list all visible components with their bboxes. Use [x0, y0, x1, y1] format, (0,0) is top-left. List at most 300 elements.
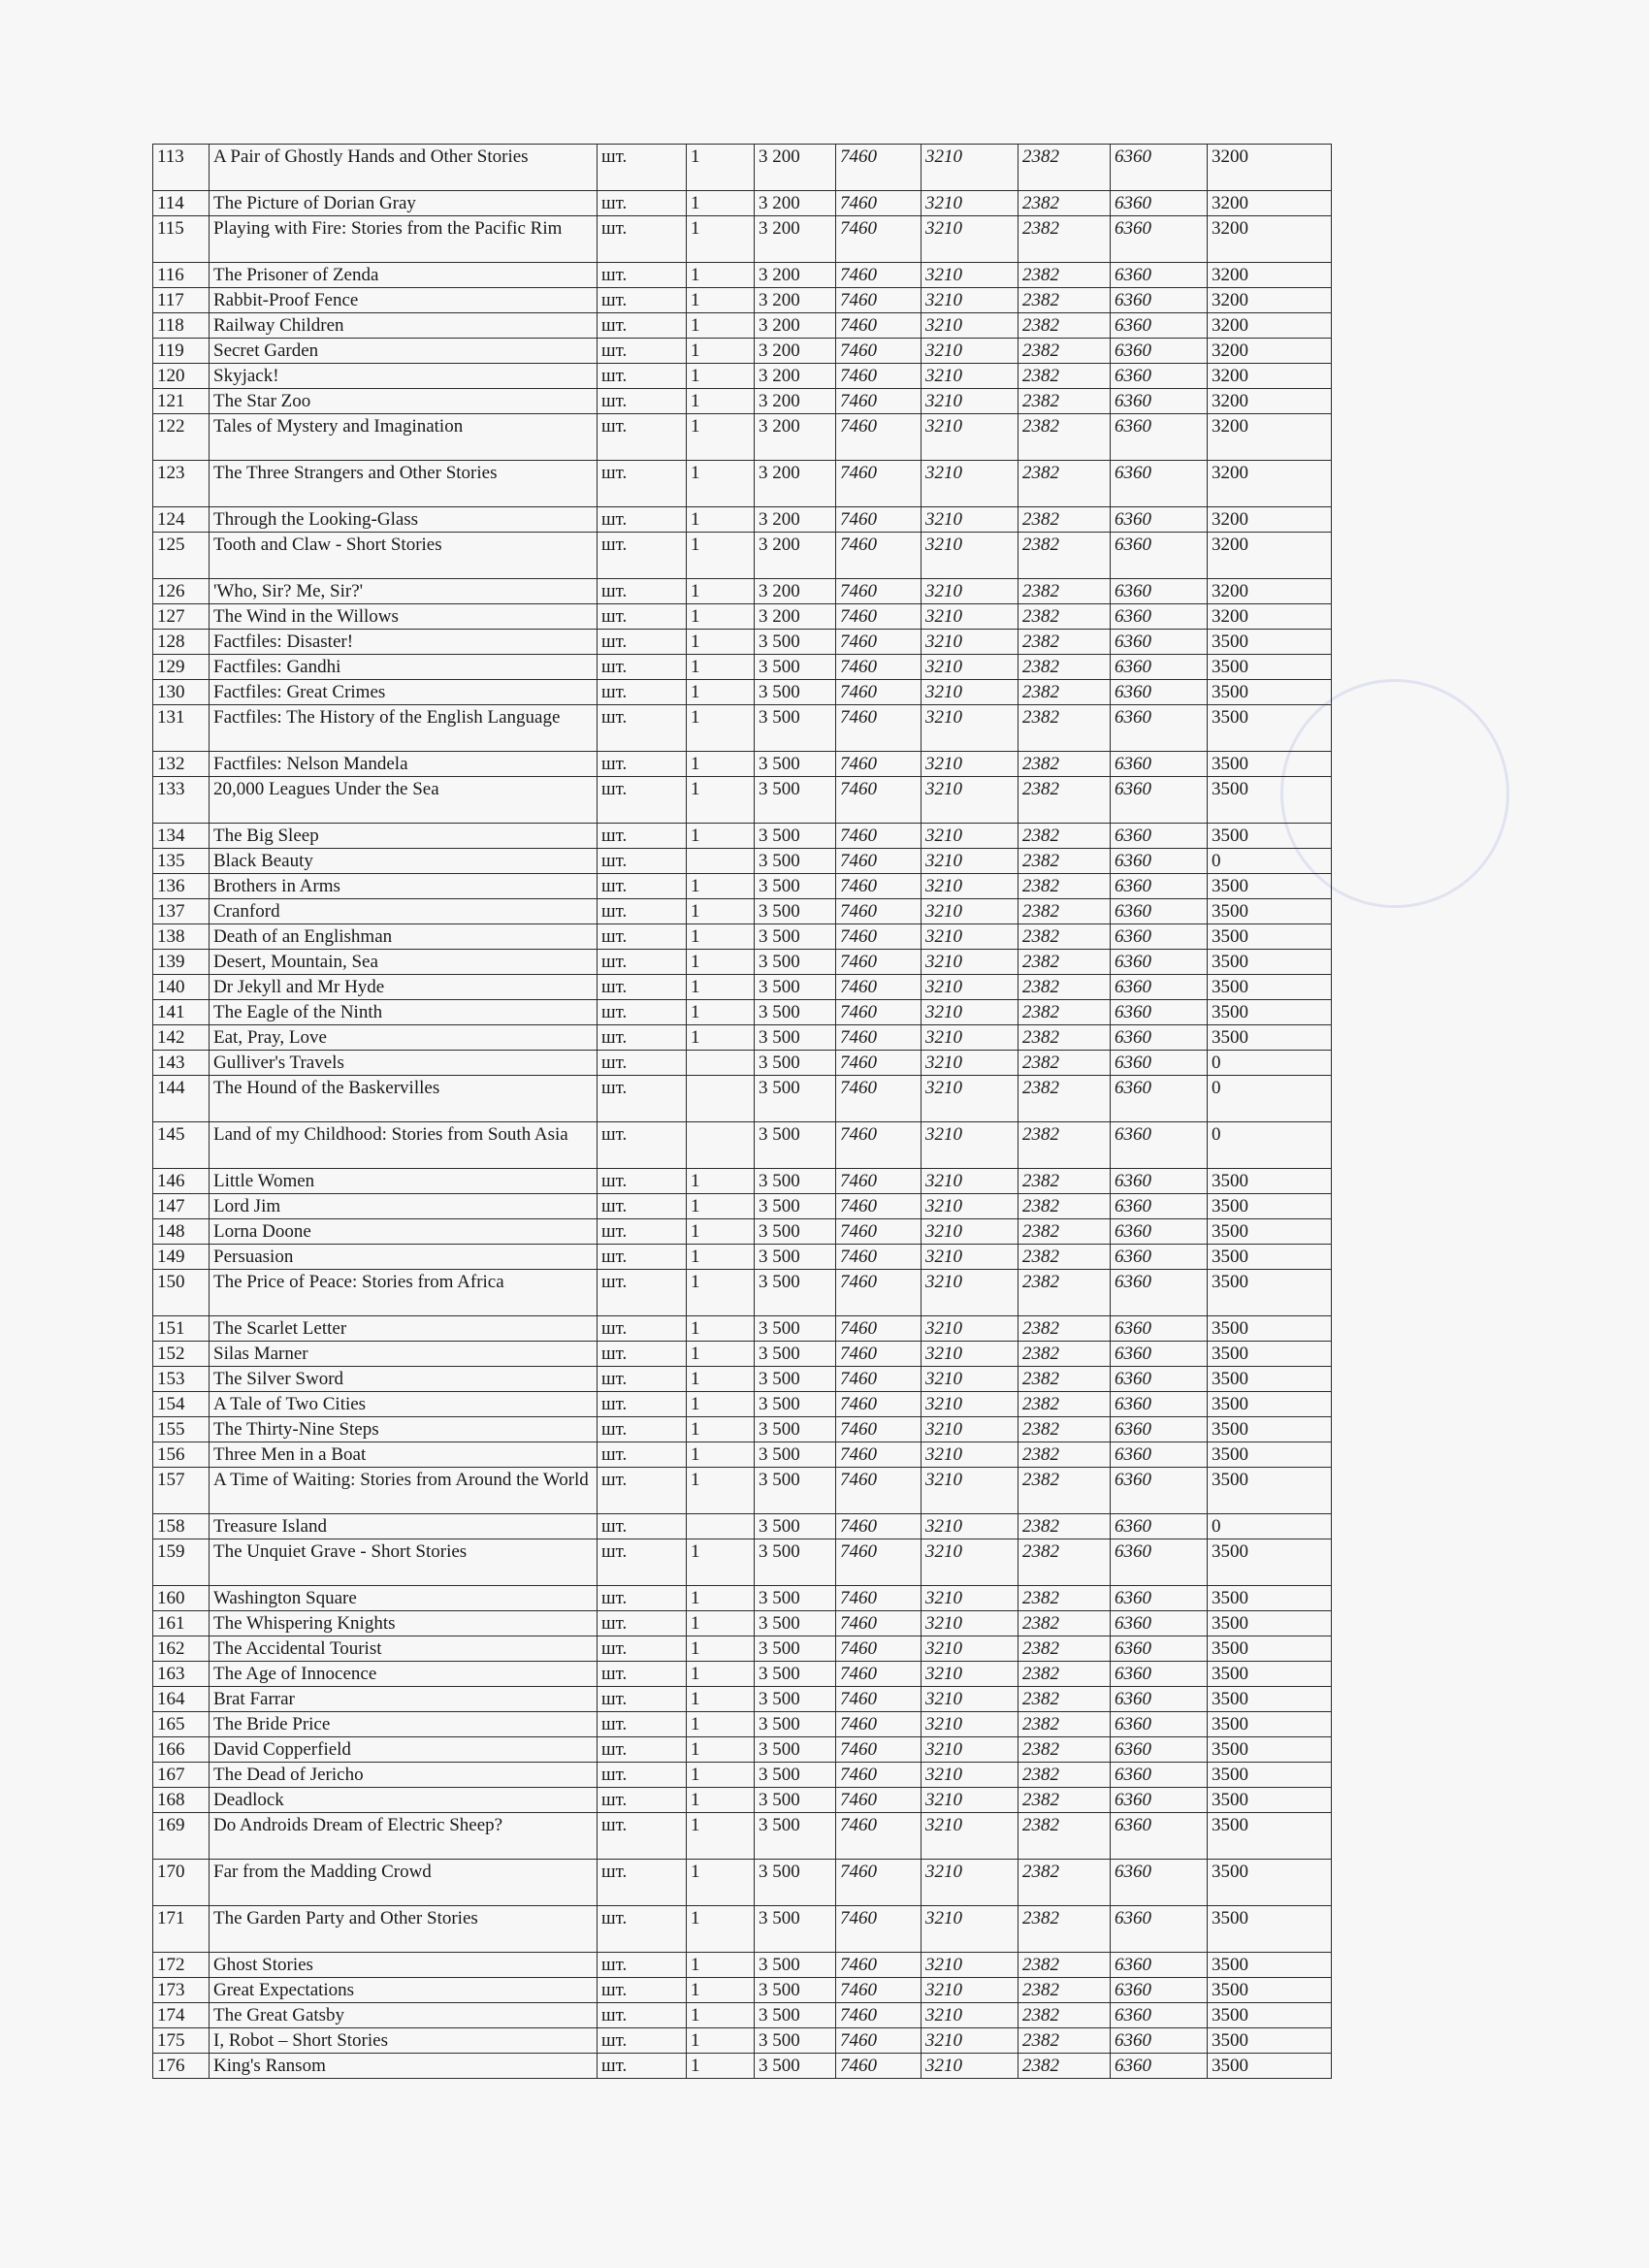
value-col-1: 7460 — [836, 604, 922, 630]
row-number: 162 — [153, 1636, 210, 1662]
value-col-2: 3210 — [922, 1000, 1018, 1025]
quantity-cell: 1 — [687, 1219, 755, 1245]
price-cell: 3 500 — [755, 777, 836, 824]
table-row — [153, 1662, 1332, 1687]
value-col-4: 6360 — [1111, 1219, 1208, 1245]
price-cell: 3 200 — [755, 145, 836, 191]
value-col-3: 2382 — [1018, 263, 1111, 288]
total-cell: 3500 — [1208, 2054, 1332, 2079]
row-number: 149 — [153, 1245, 210, 1270]
book-title: The Prisoner of Zenda — [210, 263, 598, 288]
book-title: The Scarlet Letter — [210, 1316, 598, 1342]
row-number: 164 — [153, 1687, 210, 1712]
quantity-cell: 1 — [687, 461, 755, 507]
price-cell: 3 200 — [755, 533, 836, 579]
row-number: 124 — [153, 507, 210, 533]
row-number: 170 — [153, 1860, 210, 1906]
value-col-4: 6360 — [1111, 216, 1208, 263]
table-row — [153, 288, 1332, 313]
value-col-1: 7460 — [836, 288, 922, 313]
price-cell: 3 200 — [755, 288, 836, 313]
price-cell: 3 500 — [755, 1611, 836, 1636]
quantity-cell: 1 — [687, 1813, 755, 1860]
unit-cell: шт. — [598, 1219, 687, 1245]
row-number: 130 — [153, 680, 210, 705]
price-cell: 3 200 — [755, 507, 836, 533]
value-col-4: 6360 — [1111, 364, 1208, 389]
row-number: 127 — [153, 604, 210, 630]
value-col-1: 7460 — [836, 1662, 922, 1687]
value-col-3: 2382 — [1018, 1737, 1111, 1763]
row-number: 123 — [153, 461, 210, 507]
value-col-3: 2382 — [1018, 414, 1111, 461]
value-col-3: 2382 — [1018, 777, 1111, 824]
value-col-2: 3210 — [922, 975, 1018, 1000]
row-number: 152 — [153, 1342, 210, 1367]
value-col-3: 2382 — [1018, 1611, 1111, 1636]
price-cell: 3 500 — [755, 849, 836, 874]
total-cell: 3500 — [1208, 1611, 1332, 1636]
value-col-2: 3210 — [922, 339, 1018, 364]
value-col-4: 6360 — [1111, 849, 1208, 874]
value-col-2: 3210 — [922, 191, 1018, 216]
value-col-1: 7460 — [836, 145, 922, 191]
total-cell: 3200 — [1208, 313, 1332, 339]
value-col-4: 6360 — [1111, 389, 1208, 414]
quantity-cell: 1 — [687, 705, 755, 752]
table-row — [153, 339, 1332, 364]
unit-cell: шт. — [598, 655, 687, 680]
price-cell: 3 500 — [755, 1712, 836, 1737]
value-col-1: 7460 — [836, 1316, 922, 1342]
row-number: 158 — [153, 1514, 210, 1539]
row-number: 146 — [153, 1169, 210, 1194]
quantity-cell: 1 — [687, 680, 755, 705]
total-cell: 3500 — [1208, 1417, 1332, 1442]
value-col-1: 7460 — [836, 1025, 922, 1051]
book-title: King's Ransom — [210, 2054, 598, 2079]
unit-cell: шт. — [598, 752, 687, 777]
table-row — [153, 313, 1332, 339]
book-title: Secret Garden — [210, 339, 598, 364]
row-number: 154 — [153, 1392, 210, 1417]
value-col-1: 7460 — [836, 1194, 922, 1219]
total-cell: 3500 — [1208, 1687, 1332, 1712]
value-col-3: 2382 — [1018, 1392, 1111, 1417]
price-cell: 3 500 — [755, 1392, 836, 1417]
value-col-4: 6360 — [1111, 1687, 1208, 1712]
value-col-1: 7460 — [836, 705, 922, 752]
quantity-cell: 1 — [687, 389, 755, 414]
total-cell: 3500 — [1208, 2028, 1332, 2054]
value-col-1: 7460 — [836, 1687, 922, 1712]
value-col-2: 3210 — [922, 216, 1018, 263]
price-cell: 3 200 — [755, 389, 836, 414]
unit-cell: шт. — [598, 216, 687, 263]
value-col-1: 7460 — [836, 1813, 922, 1860]
value-col-2: 3210 — [922, 899, 1018, 924]
value-col-3: 2382 — [1018, 1788, 1111, 1813]
unit-cell: шт. — [598, 1342, 687, 1367]
book-title: The Picture of Dorian Gray — [210, 191, 598, 216]
unit-cell: шт. — [598, 1367, 687, 1392]
value-col-1: 7460 — [836, 533, 922, 579]
value-col-4: 6360 — [1111, 874, 1208, 899]
quantity-cell: 1 — [687, 1737, 755, 1763]
value-col-3: 2382 — [1018, 1417, 1111, 1442]
value-col-4: 6360 — [1111, 1636, 1208, 1662]
total-cell: 3500 — [1208, 1813, 1332, 1860]
quantity-cell: 1 — [687, 216, 755, 263]
quantity-cell: 1 — [687, 263, 755, 288]
value-col-2: 3210 — [922, 2054, 1018, 2079]
price-cell: 3 500 — [755, 899, 836, 924]
table-row — [153, 1906, 1332, 1953]
value-col-2: 3210 — [922, 680, 1018, 705]
unit-cell: шт. — [598, 1514, 687, 1539]
row-number: 119 — [153, 339, 210, 364]
book-title: Great Expectations — [210, 1978, 598, 2003]
book-title: 'Who, Sir? Me, Sir?' — [210, 579, 598, 604]
quantity-cell: 1 — [687, 145, 755, 191]
row-number: 113 — [153, 145, 210, 191]
value-col-2: 3210 — [922, 288, 1018, 313]
quantity-cell: 1 — [687, 339, 755, 364]
value-col-1: 7460 — [836, 630, 922, 655]
total-cell: 3500 — [1208, 752, 1332, 777]
price-cell: 3 500 — [755, 1813, 836, 1860]
table-row — [153, 461, 1332, 507]
table-row — [153, 1245, 1332, 1270]
value-col-2: 3210 — [922, 263, 1018, 288]
price-cell: 3 500 — [755, 2054, 836, 2079]
value-col-2: 3210 — [922, 1953, 1018, 1978]
value-col-1: 7460 — [836, 1076, 922, 1122]
value-col-3: 2382 — [1018, 1219, 1111, 1245]
value-col-4: 6360 — [1111, 1737, 1208, 1763]
book-title: Treasure Island — [210, 1514, 598, 1539]
table-row — [153, 1342, 1332, 1367]
book-title: Black Beauty — [210, 849, 598, 874]
value-col-3: 2382 — [1018, 680, 1111, 705]
unit-cell: шт. — [598, 1712, 687, 1737]
row-number: 133 — [153, 777, 210, 824]
total-cell: 3500 — [1208, 975, 1332, 1000]
value-col-3: 2382 — [1018, 1122, 1111, 1169]
quantity-cell: 1 — [687, 364, 755, 389]
price-cell: 3 200 — [755, 313, 836, 339]
row-number: 128 — [153, 630, 210, 655]
value-col-2: 3210 — [922, 1342, 1018, 1367]
unit-cell: шт. — [598, 680, 687, 705]
row-number: 140 — [153, 975, 210, 1000]
value-col-3: 2382 — [1018, 1316, 1111, 1342]
quantity-cell: 1 — [687, 507, 755, 533]
value-col-4: 6360 — [1111, 1712, 1208, 1737]
row-number: 157 — [153, 1468, 210, 1514]
value-col-1: 7460 — [836, 1122, 922, 1169]
total-cell: 0 — [1208, 1514, 1332, 1539]
value-col-3: 2382 — [1018, 339, 1111, 364]
unit-cell: шт. — [598, 1539, 687, 1586]
row-number: 120 — [153, 364, 210, 389]
quantity-cell: 1 — [687, 1539, 755, 1586]
value-col-1: 7460 — [836, 1514, 922, 1539]
table-row — [153, 655, 1332, 680]
value-col-1: 7460 — [836, 1270, 922, 1316]
price-cell: 3 500 — [755, 1367, 836, 1392]
price-cell: 3 200 — [755, 414, 836, 461]
price-cell: 3 200 — [755, 263, 836, 288]
book-title: Tooth and Claw - Short Stories — [210, 533, 598, 579]
row-number: 167 — [153, 1763, 210, 1788]
price-cell: 3 500 — [755, 1687, 836, 1712]
table-row — [153, 1468, 1332, 1514]
price-cell: 3 500 — [755, 1000, 836, 1025]
unit-cell: шт. — [598, 2054, 687, 2079]
value-col-2: 3210 — [922, 705, 1018, 752]
table-row — [153, 1586, 1332, 1611]
quantity-cell: 1 — [687, 1906, 755, 1953]
book-title: A Pair of Ghostly Hands and Other Stories — [210, 145, 598, 191]
value-col-2: 3210 — [922, 364, 1018, 389]
price-cell: 3 500 — [755, 1194, 836, 1219]
quantity-cell: 1 — [687, 777, 755, 824]
row-number: 141 — [153, 1000, 210, 1025]
unit-cell: шт. — [598, 145, 687, 191]
value-col-4: 6360 — [1111, 1000, 1208, 1025]
value-col-4: 6360 — [1111, 777, 1208, 824]
table-row — [153, 1788, 1332, 1813]
value-col-3: 2382 — [1018, 1687, 1111, 1712]
quantity-cell: 1 — [687, 824, 755, 849]
row-number: 147 — [153, 1194, 210, 1219]
value-col-2: 3210 — [922, 145, 1018, 191]
value-col-4: 6360 — [1111, 1586, 1208, 1611]
table-row — [153, 1953, 1332, 1978]
value-col-4: 6360 — [1111, 1813, 1208, 1860]
value-col-3: 2382 — [1018, 1169, 1111, 1194]
unit-cell: шт. — [598, 461, 687, 507]
table-row — [153, 364, 1332, 389]
value-col-3: 2382 — [1018, 1051, 1111, 1076]
table-row — [153, 1860, 1332, 1906]
value-col-2: 3210 — [922, 950, 1018, 975]
total-cell: 3500 — [1208, 1000, 1332, 1025]
value-col-2: 3210 — [922, 1539, 1018, 1586]
book-title: The Accidental Tourist — [210, 1636, 598, 1662]
quantity-cell — [687, 1051, 755, 1076]
book-title: The Eagle of the Ninth — [210, 1000, 598, 1025]
table-row — [153, 414, 1332, 461]
book-title: Factfiles: Nelson Mandela — [210, 752, 598, 777]
total-cell: 3500 — [1208, 1539, 1332, 1586]
value-col-4: 6360 — [1111, 533, 1208, 579]
quantity-cell: 1 — [687, 1468, 755, 1514]
unit-cell: шт. — [598, 1442, 687, 1468]
book-title: Deadlock — [210, 1788, 598, 1813]
value-col-2: 3210 — [922, 1025, 1018, 1051]
value-col-2: 3210 — [922, 752, 1018, 777]
total-cell: 3200 — [1208, 507, 1332, 533]
value-col-2: 3210 — [922, 824, 1018, 849]
table-row — [153, 630, 1332, 655]
book-title: The Garden Party and Other Stories — [210, 1906, 598, 1953]
price-cell: 3 500 — [755, 630, 836, 655]
total-cell: 3500 — [1208, 705, 1332, 752]
value-col-4: 6360 — [1111, 1860, 1208, 1906]
row-number: 132 — [153, 752, 210, 777]
quantity-cell: 1 — [687, 1392, 755, 1417]
value-col-1: 7460 — [836, 824, 922, 849]
value-col-1: 7460 — [836, 2028, 922, 2054]
unit-cell: шт. — [598, 1662, 687, 1687]
value-col-1: 7460 — [836, 1169, 922, 1194]
value-col-4: 6360 — [1111, 975, 1208, 1000]
price-cell: 3 500 — [755, 1025, 836, 1051]
value-col-4: 6360 — [1111, 824, 1208, 849]
table-row — [153, 1636, 1332, 1662]
value-col-3: 2382 — [1018, 1342, 1111, 1367]
total-cell: 3500 — [1208, 1245, 1332, 1270]
value-col-4: 6360 — [1111, 950, 1208, 975]
value-col-3: 2382 — [1018, 1978, 1111, 2003]
value-col-1: 7460 — [836, 1636, 922, 1662]
value-col-1: 7460 — [836, 1611, 922, 1636]
value-col-2: 3210 — [922, 1611, 1018, 1636]
value-col-1: 7460 — [836, 1392, 922, 1417]
total-cell: 3500 — [1208, 777, 1332, 824]
book-title: The Thirty-Nine Steps — [210, 1417, 598, 1442]
table-row — [153, 849, 1332, 874]
value-col-3: 2382 — [1018, 1636, 1111, 1662]
table-row — [153, 216, 1332, 263]
value-col-1: 7460 — [836, 389, 922, 414]
value-col-2: 3210 — [922, 1763, 1018, 1788]
value-col-3: 2382 — [1018, 975, 1111, 1000]
value-col-2: 3210 — [922, 1468, 1018, 1514]
book-title: David Copperfield — [210, 1737, 598, 1763]
book-title: Skyjack! — [210, 364, 598, 389]
value-col-4: 6360 — [1111, 313, 1208, 339]
row-number: 145 — [153, 1122, 210, 1169]
value-col-1: 7460 — [836, 1978, 922, 2003]
value-col-3: 2382 — [1018, 288, 1111, 313]
price-cell: 3 500 — [755, 655, 836, 680]
unit-cell: шт. — [598, 874, 687, 899]
book-title: The Hound of the Baskervilles — [210, 1076, 598, 1122]
value-col-4: 6360 — [1111, 288, 1208, 313]
table-row — [153, 579, 1332, 604]
value-col-3: 2382 — [1018, 1000, 1111, 1025]
total-cell: 3500 — [1208, 1978, 1332, 2003]
value-col-3: 2382 — [1018, 1514, 1111, 1539]
quantity-cell: 1 — [687, 2028, 755, 2054]
value-col-4: 6360 — [1111, 461, 1208, 507]
book-title: Little Women — [210, 1169, 598, 1194]
value-col-1: 7460 — [836, 1953, 922, 1978]
value-col-4: 6360 — [1111, 680, 1208, 705]
row-number: 175 — [153, 2028, 210, 2054]
value-col-4: 6360 — [1111, 1442, 1208, 1468]
value-col-3: 2382 — [1018, 1763, 1111, 1788]
value-col-1: 7460 — [836, 1539, 922, 1586]
value-col-2: 3210 — [922, 1813, 1018, 1860]
row-number: 148 — [153, 1219, 210, 1245]
quantity-cell: 1 — [687, 579, 755, 604]
unit-cell: шт. — [598, 975, 687, 1000]
price-cell: 3 500 — [755, 1468, 836, 1514]
value-col-2: 3210 — [922, 777, 1018, 824]
value-col-3: 2382 — [1018, 364, 1111, 389]
total-cell: 3500 — [1208, 1662, 1332, 1687]
value-col-4: 6360 — [1111, 1953, 1208, 1978]
price-cell: 3 500 — [755, 2003, 836, 2028]
total-cell: 3200 — [1208, 533, 1332, 579]
row-number: 134 — [153, 824, 210, 849]
value-col-3: 2382 — [1018, 1245, 1111, 1270]
table-row — [153, 263, 1332, 288]
book-title: Factfiles: Disaster! — [210, 630, 598, 655]
value-col-2: 3210 — [922, 389, 1018, 414]
book-title: Persuasion — [210, 1245, 598, 1270]
total-cell: 3500 — [1208, 1737, 1332, 1763]
value-col-1: 7460 — [836, 1468, 922, 1514]
value-col-3: 2382 — [1018, 1076, 1111, 1122]
total-cell: 3500 — [1208, 950, 1332, 975]
value-col-2: 3210 — [922, 849, 1018, 874]
price-cell: 3 200 — [755, 461, 836, 507]
book-title: The Price of Peace: Stories from Africa — [210, 1270, 598, 1316]
price-cell: 3 500 — [755, 752, 836, 777]
value-col-3: 2382 — [1018, 824, 1111, 849]
price-cell: 3 500 — [755, 1076, 836, 1122]
price-cell: 3 200 — [755, 364, 836, 389]
total-cell: 3500 — [1208, 1392, 1332, 1417]
table-row — [153, 1219, 1332, 1245]
table-row — [153, 2003, 1332, 2028]
total-cell: 0 — [1208, 1051, 1332, 1076]
row-number: 161 — [153, 1611, 210, 1636]
book-title: Cranford — [210, 899, 598, 924]
quantity-cell: 1 — [687, 1586, 755, 1611]
value-col-4: 6360 — [1111, 1978, 1208, 2003]
value-col-1: 7460 — [836, 1442, 922, 1468]
quantity-cell: 1 — [687, 1860, 755, 1906]
value-col-3: 2382 — [1018, 604, 1111, 630]
price-cell: 3 500 — [755, 680, 836, 705]
row-number: 136 — [153, 874, 210, 899]
price-cell: 3 200 — [755, 216, 836, 263]
book-title: The Dead of Jericho — [210, 1763, 598, 1788]
unit-cell: шт. — [598, 533, 687, 579]
value-col-4: 6360 — [1111, 1417, 1208, 1442]
row-number: 159 — [153, 1539, 210, 1586]
value-col-2: 3210 — [922, 1586, 1018, 1611]
quantity-cell: 1 — [687, 630, 755, 655]
price-cell: 3 500 — [755, 1442, 836, 1468]
unit-cell: шт. — [598, 950, 687, 975]
value-col-2: 3210 — [922, 1788, 1018, 1813]
row-number: 144 — [153, 1076, 210, 1122]
price-cell: 3 500 — [755, 1636, 836, 1662]
value-col-3: 2382 — [1018, 752, 1111, 777]
value-col-2: 3210 — [922, 1169, 1018, 1194]
total-cell: 3500 — [1208, 1860, 1332, 1906]
unit-cell: шт. — [598, 364, 687, 389]
value-col-1: 7460 — [836, 849, 922, 874]
total-cell: 3500 — [1208, 1342, 1332, 1367]
